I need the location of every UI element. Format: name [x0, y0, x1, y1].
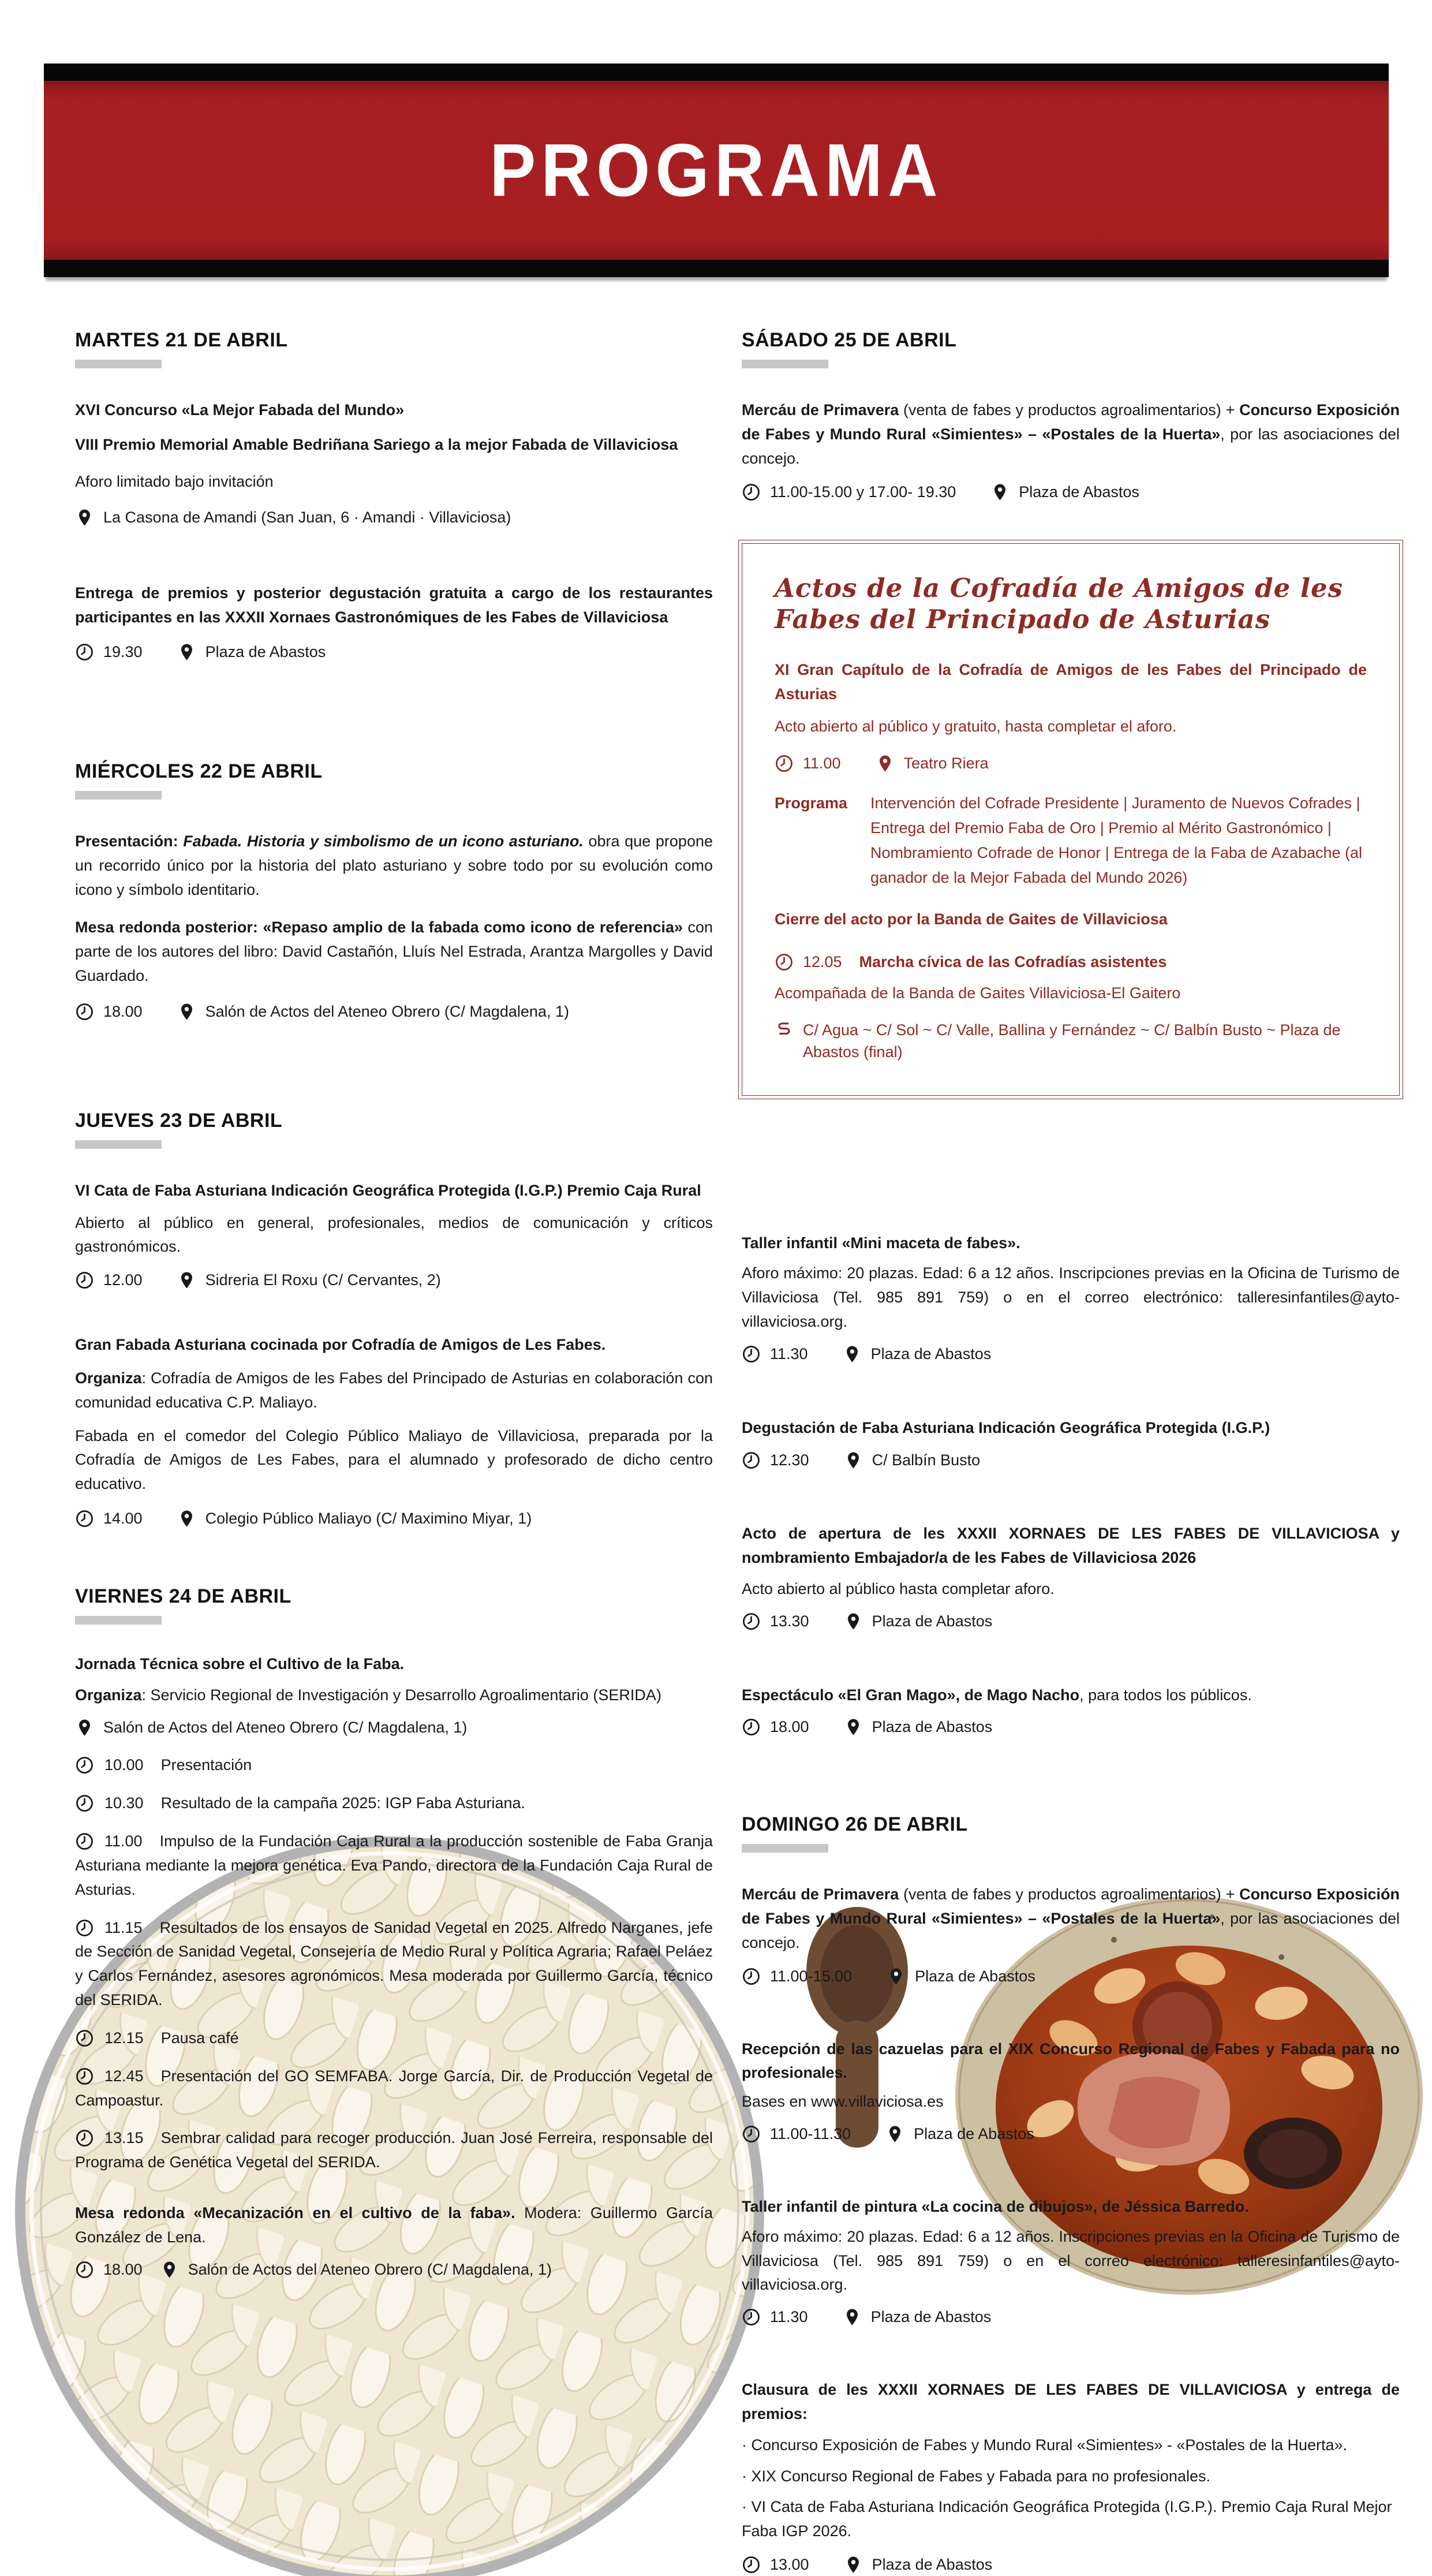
event-title: XVI Concurso «La Mejor Fabada del Mundo»: [75, 401, 405, 419]
schedule-item: [75, 1830, 713, 1902]
clock-icon: [742, 1612, 761, 1631]
time-location-row: [75, 1508, 713, 1530]
time-location-row: [75, 1270, 713, 1291]
event-title: Taller infantil de pintura «La cocina de dibujos», de Jéssica Barredo.: [742, 2197, 1249, 2215]
event-title: Mesa redonda «Mecanización en el cultivo de la faba».: [75, 2204, 515, 2222]
clock-icon: [742, 1345, 761, 1364]
time-value: 13.00: [770, 2556, 809, 2574]
route-row: [775, 1020, 1367, 1063]
clock-icon: [75, 643, 94, 662]
clock-icon: [75, 2260, 94, 2279]
right-column: [742, 329, 1400, 2576]
day-header-domingo: DOMINGO 26 DE ABRIL: [742, 1813, 968, 1836]
event-title: VIII Premio Memorial Amable Bedriñana Sariego a la mejor Fabada de Villaviciosa: [75, 435, 678, 453]
time-location-row: [742, 2554, 1400, 2576]
time-value: 12.05: [803, 953, 842, 971]
box-title: Actos de la Cofradía de Amigos de les Fabes del Principado de Asturias: [775, 573, 1343, 635]
event-description: [75, 2201, 713, 2250]
clock-icon: [75, 1918, 94, 1937]
clock-icon: [75, 2029, 94, 2048]
event-title: Entrega de premios y posterior degustación gratuita a cargo de los restaurantes participantes en las XXXII Xornaes Gastronómiques de les Fabes de Villaviciosa: [75, 584, 713, 626]
time-value: 10.00: [104, 1756, 144, 1774]
event-title: Recepción de las cazuelas para el XIX Concurso Regional de Fabes y Fabada para no profesionales.: [742, 2040, 1400, 2082]
schedule-item: [75, 1753, 713, 1778]
time-location-row: [742, 481, 1400, 503]
bullet-item: · VI Cata de Faba Asturiana Indicación Geográfica Protegida (I.G.P.). Premio Caja Rural Mejor Faba IGP 2026.: [742, 2498, 1392, 2540]
clock-icon: [75, 1509, 94, 1528]
time-value: 11.15: [104, 1918, 143, 1936]
schedule-text: Presentación del GO SEMFABA. Jorge García, Dir. de Producción Vegetal de Campoastur.: [75, 2067, 713, 2109]
time-location-row: [742, 1611, 1400, 1633]
schedule-item: [75, 2126, 713, 2175]
event-text: Acto abierto al público y gratuito, hasta completar el aforo.: [775, 718, 1177, 736]
event-title: Presentación:: [75, 832, 184, 850]
event-text: obra que propone un recorrido único por la historia del plato asturiano y sobre todo por su evolución como icono y símbolo identitario.: [75, 832, 713, 898]
event-text: Fabada en el comedor del Colegio Público Maliayo de Villaviciosa, preparada por la Cofradía de Amigos de Les Fabes, para el alumnado y profesorado de dicho centro educativo.: [75, 1427, 713, 1493]
location-pin-icon: [843, 2308, 862, 2327]
event-title: Acto de apertura de les XXXII XORNAES DE LES FABES DE VILLAVICIOSA y nombramiento Embajador/a de les Fabes de Villaviciosa 2026: [742, 1525, 1400, 1567]
event-title: Gran Fabada Asturiana cocinada por Cofradía de Amigos de Les Fabes.: [75, 1336, 606, 1353]
event-text: , para todos los públicos.: [1079, 1686, 1252, 1704]
event-title: Taller infantil «Mini maceta de fabes».: [742, 1234, 1020, 1252]
time-location-row: [742, 1716, 1400, 1738]
divider-bar: [75, 1616, 162, 1625]
time-value: 11.00-11.30: [770, 2125, 851, 2143]
location-row: [75, 507, 713, 529]
event-text: (venta de fabes y productos agroalimentarios) +: [903, 401, 1240, 419]
event-description: [75, 916, 713, 988]
event-description: [742, 1883, 1400, 1955]
time-location-row: [742, 1343, 1400, 1365]
schedule-item: [75, 2026, 713, 2051]
location-value: Teatro Riera: [903, 754, 989, 772]
location-value: Plaza de Abastos: [870, 1345, 992, 1362]
schedule-text: Sembrar calidad para recoger producción. Juan José Ferreira, responsable del Programa de Genética Vegetal del SERIDA.: [75, 2129, 713, 2171]
event-title: Mesa redonda posterior: «Repaso amplio de la fabada como icono de referencia»: [75, 919, 683, 936]
day-header-martes: MARTES 21 DE ABRIL: [75, 329, 288, 351]
page-title: PROGRAMA: [489, 128, 943, 212]
time-value: 19.30: [103, 643, 143, 661]
clock-icon: [742, 1718, 761, 1737]
clock-icon: [742, 1451, 761, 1470]
bullet-item: · Concurso Exposición de Fabes y Mundo Rural «Simientes» - «Postales de la Huerta».: [742, 2436, 1348, 2454]
event-text: Modera: Guillermo García González de Lena.: [75, 2204, 713, 2246]
schedule-item: [75, 2064, 713, 2113]
time-location-row: [742, 1966, 1400, 1988]
event-text: (venta de fabes y productos agroalimentarios) +: [903, 1886, 1240, 1903]
time-location-row: [75, 1001, 713, 1023]
event-title: Clausura de les XXXII XORNAES DE LES FABES DE VILLAVICIOSA y entrega de premios:: [742, 2381, 1400, 2422]
event-title: Concurso Exposición de Fabes y Mundo Rural «Simientes» – «Postales de la Huerta»: [742, 401, 1400, 443]
event-title: Concurso Exposición de Fabes y Mundo Rural «Simientes» – «Postales de la Huerta»: [742, 1886, 1400, 1928]
schedule-item: [75, 1791, 713, 1816]
location-pin-icon: [876, 754, 895, 773]
clock-icon: [742, 2308, 761, 2327]
event-title: Jornada Técnica sobre el Cultivo de la Faba.: [75, 1655, 405, 1672]
clock-icon: [742, 1967, 761, 1986]
schedule-text: Presentación: [160, 1756, 252, 1774]
route-icon: [775, 1021, 794, 1040]
location-value: C/ Balbín Busto: [872, 1451, 981, 1469]
day-header-jueves: JUEVES 23 DE ABRIL: [75, 1109, 283, 1132]
location-value: Plaza de Abastos: [1019, 483, 1139, 501]
time-value: 18.00: [103, 2260, 143, 2278]
event-title: Espectáculo «El Gran Mago», de Mago Nacho: [742, 1686, 1080, 1704]
event-title: Cierre del acto por la Banda de Gaites de Villaviciosa: [775, 910, 1168, 928]
event-text: Aforo máximo: 20 plazas. Edad: 6 a 12 años. Inscripciones previas en la Oficina de Turismo de Villaviciosa (Tel. 985 891 759) o en el correo electrónico: talleresinfantiles@ayto-villaviciosa.org.: [742, 2227, 1400, 2294]
time-location-row: [742, 2306, 1400, 2328]
location-pin-icon: [844, 1612, 863, 1631]
location-pin-icon: [177, 1509, 196, 1528]
organiza-label: Organiza: [75, 1686, 142, 1704]
clock-icon: [775, 953, 794, 972]
location-value: Salón de Actos del Ateneo Obrero (C/ Magdalena, 1): [103, 1718, 468, 1736]
time-value: 11.30: [770, 2308, 808, 2326]
time-value: 11.00: [104, 1832, 143, 1850]
location-value: Plaza de Abastos: [205, 643, 326, 661]
time-location-row: [775, 753, 1367, 775]
time-value: 10.30: [104, 1794, 144, 1812]
schedule-text: Impulso de la Fundación Caja Rural a la producción sostenible de Faba Granja Asturiana mediante la mejora genética. Eva Pando, directora de la Fundación Caja Rural de Asturias.: [75, 1832, 713, 1898]
location-value: Plaza de Abastos: [914, 2125, 1034, 2143]
clock-icon: [75, 1271, 94, 1290]
event-text: Acompañada de la Banda de Gaites Villaviciosa-El Gaitero: [775, 984, 1181, 1002]
location-pin-icon: [844, 2555, 863, 2574]
location-pin-icon: [844, 1451, 863, 1470]
time-value: 11.00-15.00: [770, 1967, 853, 1985]
location-pin-icon: [990, 483, 1009, 502]
time-location-row: [742, 2123, 1400, 2145]
divider-bar: [742, 1844, 828, 1853]
route-text: C/ Agua ~ C/ Sol ~ C/ Valle, Ballina y Fernández ~ C/ Balbín Busto ~ Plaza de Abastos (final): [803, 1021, 1341, 1061]
book-title: Fabada. Historia y simbolismo de un icono asturiano.: [183, 832, 584, 850]
event-description: [75, 1683, 713, 1708]
divider-bar: [742, 360, 828, 368]
location-pin-icon: [75, 1718, 94, 1737]
time-value: 14.00: [103, 1510, 143, 1528]
location-pin-icon: [887, 1967, 906, 1986]
location-pin-icon: [844, 1718, 863, 1737]
location-value: Colegio Público Maliayo (C/ Maximino Miyar, 1): [205, 1510, 532, 1528]
programa-row: [775, 791, 1367, 891]
location-value: Plaza de Abastos: [915, 1967, 1035, 1985]
event-text: Bases en www.villaviciosa.es: [742, 2093, 944, 2111]
location-pin-icon: [177, 643, 196, 662]
event-text: , por las asociaciones del concejo.: [742, 1910, 1400, 1951]
clock-icon: [775, 754, 794, 773]
cofradia-box: [742, 543, 1400, 1096]
location-value: Plaza de Abastos: [872, 1718, 993, 1736]
clock-icon: [75, 1002, 94, 1021]
event-description: [742, 398, 1400, 471]
day-header-miercoles: MIÉRCOLES 22 DE ABRIL: [75, 760, 323, 782]
divider-bar: [75, 1140, 162, 1149]
location-value: Salón de Actos del Ateneo Obrero (C/ Magdalena, 1): [188, 2260, 552, 2278]
time-value: 11.30: [770, 1345, 808, 1362]
event-title: Degustación de Faba Asturiana Indicación Geográfica Protegida (I.G.P.): [742, 1418, 1270, 1436]
location-pin-icon: [177, 1271, 196, 1290]
time-location-row: [742, 1450, 1400, 1472]
schedule-text: Pausa café: [160, 2029, 239, 2047]
event-description: [75, 1367, 713, 1415]
time-value: 13.15: [104, 2129, 144, 2147]
event-text: con parte de los autores del libro: David Castañón, Lluís Nel Estrada, Arantza Margolles y David Guardado.: [75, 919, 713, 985]
event-title: Mercáu de Primavera: [742, 1886, 904, 1903]
clock-icon: [75, 2129, 94, 2148]
event-text: Acto abierto al público hasta completar aforo.: [742, 1580, 1055, 1597]
time-value: 11.00: [803, 754, 841, 772]
event-text: : Cofradía de Amigos de les Fabes del Principado de Asturias en colaboración con comunidad educativa C.P. Maliayo.: [75, 1369, 713, 1411]
time-value: 12.15: [104, 2029, 144, 2047]
clock-icon: [742, 483, 761, 502]
event-title: Mercáu de Primavera: [742, 401, 904, 419]
event-description: [742, 1683, 1400, 1708]
location-pin-icon: [843, 1345, 862, 1364]
time-location-row: [75, 2259, 713, 2281]
divider-bar: [75, 791, 162, 800]
time-value: 18.00: [770, 1718, 809, 1736]
time-value: 11.00-15.00 y 17.00- 19.30: [770, 483, 956, 501]
time-row: [775, 951, 1367, 973]
schedule-item: [75, 1916, 713, 2013]
event-title: XI Gran Capítulo de la Cofradía de Amigos de les Fabes del Principado de Asturias: [775, 661, 1367, 703]
location-value: La Casona de Amandi (San Juan, 6 · Amandi · Villaviciosa): [103, 508, 511, 526]
location-value: Salón de Actos del Ateneo Obrero (C/ Magdalena, 1): [205, 1002, 569, 1020]
event-text: : Servicio Regional de Investigación y Desarrollo Agroalimentario (SERIDA): [141, 1686, 661, 1704]
location-pin-icon: [160, 2260, 179, 2279]
time-value: 18.00: [103, 1002, 143, 1020]
left-column: [75, 329, 713, 2281]
time-value: 12.30: [770, 1451, 809, 1469]
clock-icon: [75, 1794, 94, 1813]
organiza-label: Organiza: [75, 1369, 142, 1387]
location-value: Sidreria El Roxu (C/ Cervantes, 2): [205, 1271, 441, 1289]
event-text: Aforo máximo: 20 plazas. Edad: 6 a 12 años. Inscripciones previas en la Oficina de Turismo de Villaviciosa (Tel. 985 891 759) o en el correo electrónico: talleresinfantiles@ayto-villaviciosa.org.: [742, 1264, 1400, 1331]
banner: [44, 64, 1389, 277]
event-text: Abierto al público en general, profesionales, medios de comunicación y críticos gastronómicos.: [75, 1214, 713, 1256]
time-location-row: [75, 641, 713, 663]
programa-text: Intervención del Cofrade Presidente | Juramento de Nuevos Cofrades | Entrega del Premio Faba de Oro | Premio al Mérito Gastronómico | Nombramiento Cofrade de Honor | Entrega de la Faba de Azabache (al ganador de la Mejor Fabada del Mundo 2026): [870, 794, 1363, 887]
schedule-text: Resultados de los ensayos de Sanidad Vegetal en 2025. Alfredo Narganes, jefe de Sección de Sanidad Vegetal, Consejería de Medio Rural y Política Agraria; Rafael Peláez y Carlos Fernández, asesores agronómicos. Mesa moderada por Guillermo García, técnico del SERIDA.: [75, 1918, 713, 2009]
clock-icon: [75, 2067, 94, 2086]
location-pin-icon: [75, 508, 94, 527]
clock-icon: [742, 2555, 761, 2574]
bullet-item: · XIX Concurso Regional de Fabes y Fabada para no profesionales.: [742, 2467, 1210, 2485]
clock-icon: [75, 1756, 94, 1775]
event-description: [75, 830, 713, 902]
event-title: VI Cata de Faba Asturiana Indicación Geográfica Protegida (I.G.P.) Premio Caja Rural: [75, 1181, 701, 1199]
event-note: Aforo limitado bajo invitación: [75, 472, 274, 490]
programa-label: Programa: [775, 794, 848, 812]
event-title: Marcha cívica de las Cofradías asistentes: [859, 953, 1167, 971]
time-value: 12.45: [104, 2067, 144, 2085]
location-row: [75, 1717, 713, 1739]
location-value: Plaza de Abastos: [872, 2556, 993, 2574]
event-text: , por las asociaciones del concejo.: [742, 425, 1400, 467]
location-pin-icon: [177, 1002, 196, 1021]
clock-icon: [742, 2125, 761, 2144]
day-header-sabado: SÁBADO 25 DE ABRIL: [742, 329, 957, 351]
location-value: Plaza de Abastos: [870, 2308, 992, 2326]
divider-bar: [75, 360, 162, 368]
clock-icon: [75, 1832, 94, 1851]
time-value: 13.30: [770, 1612, 809, 1630]
time-value: 12.00: [103, 1271, 143, 1289]
location-pin-icon: [885, 2125, 904, 2144]
location-value: Plaza de Abastos: [872, 1612, 993, 1630]
schedule-text: Resultado de la campaña 2025: IGP Faba Asturiana.: [160, 1794, 525, 1812]
day-header-viernes: VIERNES 24 DE ABRIL: [75, 1585, 291, 1607]
